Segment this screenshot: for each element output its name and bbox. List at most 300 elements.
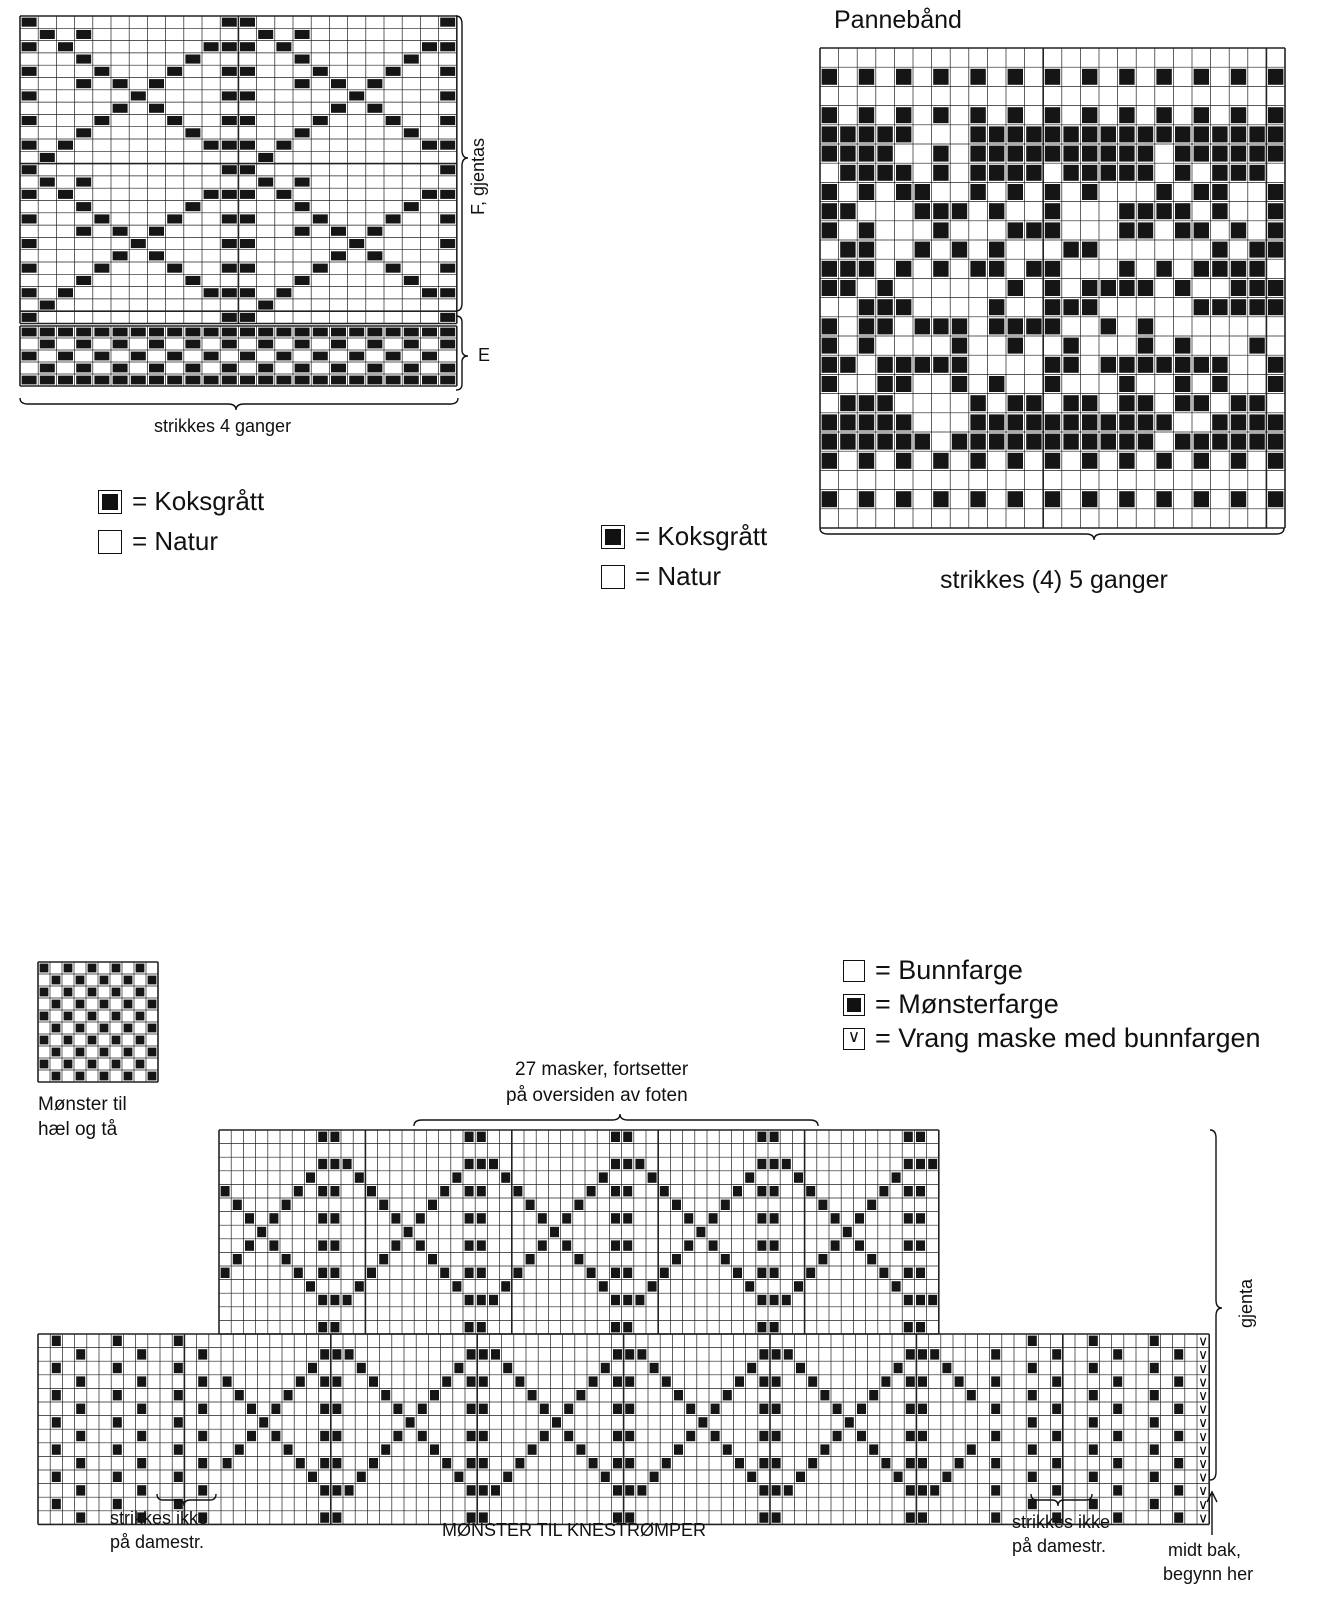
stitch-dark: [113, 340, 128, 349]
stitch-dark: [1194, 184, 1209, 200]
stitch-dark: [345, 1485, 354, 1495]
stitch-dark: [503, 1472, 512, 1482]
stitch-dark: [318, 1322, 327, 1332]
stitch-dark: [349, 352, 364, 361]
stitch-dark: [840, 280, 855, 296]
stitch-dark: [22, 18, 37, 27]
stitch-dark: [258, 30, 273, 39]
stitch-dark: [1268, 376, 1283, 392]
stitch-dark: [1174, 1458, 1183, 1468]
chart4-start-note-line2: begynn her: [1163, 1564, 1254, 1584]
stitch-dark: [124, 1000, 133, 1009]
stitch-dark: [386, 328, 401, 337]
stitch-dark: [611, 1213, 620, 1223]
stitch-dark: [840, 414, 855, 430]
stitch-dark: [149, 340, 164, 349]
stitch-dark: [308, 1472, 317, 1482]
stitch-dark: [942, 1363, 951, 1373]
stitch-dark: [76, 1431, 85, 1441]
stitch-dark: [723, 1390, 732, 1400]
stitch-dark: [906, 1404, 915, 1414]
stitch-dark: [477, 1322, 486, 1332]
stitch-dark: [479, 1431, 488, 1441]
stitch-dark: [952, 242, 967, 258]
stitch-dark: [124, 1024, 133, 1033]
chart2-legend-dark: [601, 521, 767, 552]
stitch-dark: [113, 1444, 122, 1454]
stitch-dark: [1082, 69, 1097, 85]
stitch-dark: [1231, 299, 1246, 315]
stitch-dark: [1150, 1390, 1159, 1400]
stitch-dark: [52, 1390, 61, 1400]
chart4-side-label: gjenta: [1236, 1278, 1256, 1328]
stitch-dark: [859, 395, 874, 411]
stitch-dark: [1194, 261, 1209, 277]
stitch-dark: [782, 1295, 791, 1305]
stitch-dark: [759, 1485, 768, 1495]
stitch-dark: [58, 42, 73, 51]
stitch-dark: [933, 453, 948, 469]
stitch-dark: [772, 1458, 781, 1468]
stitch-dark: [806, 1186, 815, 1196]
stitch-dark: [479, 1485, 488, 1495]
stitch-dark: [148, 1072, 157, 1081]
stitch-dark: [22, 376, 37, 385]
stitch-dark: [808, 1458, 817, 1468]
stitch-dark: [185, 376, 200, 385]
stitch-dark: [822, 318, 837, 334]
stitch-dark: [222, 328, 237, 337]
stitch-dark: [928, 1295, 937, 1305]
stitch-dark: [1138, 338, 1153, 354]
stitch-dark: [40, 1036, 49, 1045]
chart4-start-note-line1: midt bak,: [1168, 1540, 1242, 1560]
chart4-left-note-line2: på damestr.: [110, 1532, 205, 1552]
stitch-dark: [240, 18, 255, 27]
stitch-dark: [989, 299, 1004, 315]
stitch-dark: [840, 146, 855, 162]
stitch-dark: [136, 988, 145, 997]
stitch-dark: [1175, 203, 1190, 219]
stitch-dark: [58, 352, 73, 361]
stitch-dark: [904, 1213, 913, 1223]
stitch-dark: [381, 1444, 390, 1454]
stitch-dark: [40, 1012, 49, 1021]
stitch-dark: [540, 1404, 549, 1414]
stitch-dark: [1231, 261, 1246, 277]
stitch-dark: [479, 1376, 488, 1386]
stitch-dark: [1156, 414, 1171, 430]
stitch-dark: [124, 1072, 133, 1081]
stitch-dark: [174, 1363, 183, 1373]
stitch-dark: [76, 1048, 85, 1057]
stitch-dark: [240, 264, 255, 273]
stitch-dark: [1119, 414, 1134, 430]
stitch-dark: [149, 227, 164, 236]
stitch-dark: [64, 964, 73, 973]
stitch-dark: [477, 1213, 486, 1223]
stitch-dark: [1268, 69, 1283, 85]
chart4-legend-v: [843, 1023, 1261, 1054]
stitch-dark: [1138, 280, 1153, 296]
stitch-dark: [662, 1376, 671, 1386]
stitch-dark: [76, 1024, 85, 1033]
stitch-dark: [88, 1036, 97, 1045]
stitch-dark: [100, 1048, 109, 1057]
stitch-dark: [332, 1485, 341, 1495]
stitch-dark: [454, 1472, 463, 1482]
stitch-dark: [330, 1240, 339, 1250]
stitch-dark: [258, 340, 273, 349]
legend-text: = Mønsterfarge: [875, 989, 1059, 1019]
stitch-dark: [1045, 453, 1060, 469]
stitch-dark: [759, 1512, 768, 1522]
stitch-dark: [1008, 107, 1023, 123]
stitch-dark: [440, 214, 455, 223]
stitch-dark: [240, 141, 255, 150]
stitch-dark: [747, 1472, 756, 1482]
stitch-dark: [515, 1376, 524, 1386]
stitch-dark: [1175, 165, 1190, 181]
stitch-dark: [295, 340, 310, 349]
stitch-dark: [818, 1254, 827, 1264]
stitch-dark: [915, 434, 930, 450]
stitch-dark: [1119, 222, 1134, 238]
stitch-dark: [1119, 434, 1134, 450]
stitch-dark: [331, 104, 346, 113]
stitch-dark: [269, 1240, 278, 1250]
stitch-dark: [313, 214, 328, 223]
stitch-dark: [1045, 126, 1060, 142]
stitch-dark: [240, 288, 255, 297]
chart1-side-label-e: E: [478, 345, 491, 365]
stitch-dark: [306, 1281, 315, 1291]
stitch-dark: [76, 1000, 85, 1009]
stitch-dark: [855, 1213, 864, 1223]
stitch-dark: [259, 1417, 268, 1427]
stitch-dark: [1063, 165, 1078, 181]
chart4-legend-dark: [843, 989, 1059, 1020]
stitch-dark: [918, 1376, 927, 1386]
chart3-label-line1: Mønster til: [38, 1094, 127, 1115]
stitch-dark: [623, 1295, 632, 1305]
stitch-dark: [859, 222, 874, 238]
stitch-dark: [1174, 1485, 1183, 1495]
stitch-dark: [625, 1349, 634, 1359]
stitch-dark: [113, 328, 128, 337]
stitch-dark: [240, 352, 255, 361]
stitch-dark: [892, 1281, 901, 1291]
stitch-dark: [58, 376, 73, 385]
stitch-dark: [174, 1417, 183, 1427]
stitch-dark: [491, 1485, 500, 1495]
stitch-dark: [757, 1132, 766, 1142]
stitch-dark: [331, 227, 346, 236]
stitch-dark: [174, 1390, 183, 1400]
stitch-dark: [970, 395, 985, 411]
stitch-dark: [574, 1200, 583, 1210]
stitch-dark: [222, 141, 237, 150]
stitch-dark: [22, 328, 37, 337]
stitch-dark: [1194, 453, 1209, 469]
stitch-dark: [440, 18, 455, 27]
stitch-dark: [840, 434, 855, 450]
stitch-dark: [1174, 1512, 1183, 1522]
stitch-dark: [404, 328, 419, 337]
stitch-dark: [1150, 1472, 1159, 1482]
stitch-dark: [906, 1349, 915, 1359]
stitch-dark: [859, 126, 874, 142]
stitch-dark: [418, 1404, 427, 1414]
stitch-dark: [1138, 395, 1153, 411]
stitch-dark: [185, 340, 200, 349]
stitch-dark: [1101, 280, 1116, 296]
stitch-dark: [759, 1431, 768, 1441]
stitch-dark: [989, 261, 1004, 277]
stitch-dark: [672, 1254, 681, 1264]
stitch-dark: [477, 1132, 486, 1142]
stitch-dark: [1089, 1444, 1098, 1454]
stitch-dark: [916, 1268, 925, 1278]
stitch-dark: [1028, 1390, 1037, 1400]
legend-text: = Koksgrått: [635, 521, 768, 551]
brace-bottom: [20, 398, 458, 410]
stitch-dark: [528, 1390, 537, 1400]
stitch-dark: [589, 1458, 598, 1468]
stitch-dark: [149, 364, 164, 373]
stitch-dark: [40, 340, 55, 349]
stitch-dark: [1231, 146, 1246, 162]
stitch-dark: [1119, 491, 1134, 507]
stitch-dark: [367, 376, 382, 385]
stitch-dark: [1045, 491, 1060, 507]
stitch-dark: [422, 288, 437, 297]
brace-right-note: [1031, 1494, 1092, 1506]
stitch-dark: [76, 178, 91, 187]
stitch-dark: [295, 128, 310, 137]
stitch-dark: [877, 357, 892, 373]
stitch-dark: [1194, 434, 1209, 450]
stitch-dark: [1268, 491, 1283, 507]
stitch-dark: [1231, 126, 1246, 142]
stitch-dark: [757, 1322, 766, 1332]
stitch-dark: [757, 1268, 766, 1278]
stitch-dark: [22, 91, 37, 100]
stitch-dark: [1194, 107, 1209, 123]
stitch-dark: [440, 1268, 449, 1278]
stitch-dark: [1052, 1349, 1061, 1359]
stitch-dark: [822, 126, 837, 142]
stitch-dark: [1028, 1363, 1037, 1373]
stitch-dark: [538, 1240, 547, 1250]
stitch-dark: [745, 1281, 754, 1291]
stitch-dark: [320, 1512, 329, 1522]
stitch-dark: [896, 184, 911, 200]
stitch-purl-v: ∨: [1198, 1483, 1209, 1500]
stitch-dark: [332, 1376, 341, 1386]
brace-top: [414, 1114, 818, 1126]
stitch-dark: [1268, 299, 1283, 315]
stitch-dark: [422, 141, 437, 150]
stitch-dark: [759, 1404, 768, 1414]
chart2-grid: [820, 48, 1285, 528]
stitch-dark: [733, 1186, 742, 1196]
stitch-dark: [1249, 146, 1264, 162]
stitch-dark: [1026, 414, 1041, 430]
stitch-dark: [877, 126, 892, 142]
stitch-dark: [894, 1472, 903, 1482]
stitch-dark: [440, 313, 455, 322]
stitch-dark: [440, 165, 455, 174]
stitch-dark: [233, 1254, 242, 1264]
stitch-dark: [222, 67, 237, 76]
stitch-dark: [625, 1485, 634, 1495]
stitch-dark: [40, 964, 49, 973]
stitch-dark: [479, 1458, 488, 1468]
stitch-dark: [282, 1254, 291, 1264]
stitch-dark: [1008, 69, 1023, 85]
stitch-dark: [76, 340, 91, 349]
stitch-dark: [674, 1390, 683, 1400]
stitch-dark: [258, 328, 273, 337]
stitch-dark: [989, 126, 1004, 142]
stitch-dark: [1212, 184, 1227, 200]
stitch-dark: [295, 55, 310, 64]
stitch-dark: [40, 376, 55, 385]
stitch-dark: [276, 190, 291, 199]
stitch-dark: [406, 1417, 415, 1427]
stitch-dark: [258, 178, 273, 187]
stitch-dark: [222, 116, 237, 125]
stitch-dark: [332, 1458, 341, 1468]
stitch-dark: [989, 242, 1004, 258]
stitch-dark: [613, 1458, 622, 1468]
stitch-dark: [204, 376, 219, 385]
stitch-dark: [840, 165, 855, 181]
stitch-dark: [367, 328, 382, 337]
stitch-dark: [576, 1390, 585, 1400]
stitch-dark: [1008, 414, 1023, 430]
stitch-dark: [991, 1431, 1000, 1441]
stitch-dark: [623, 1132, 632, 1142]
stitch-dark: [613, 1404, 622, 1414]
stitch-dark: [367, 79, 382, 88]
chart4-left-note-line1: strikkes ikke: [110, 1508, 209, 1528]
stitch-dark: [1113, 1349, 1122, 1359]
stitch-dark: [1119, 395, 1134, 411]
stitch-dark: [294, 1186, 303, 1196]
stitch-dark: [1138, 357, 1153, 373]
stitch-dark: [1268, 453, 1283, 469]
stitch-dark: [822, 434, 837, 450]
stitch-dark: [112, 964, 121, 973]
stitch-dark: [185, 55, 200, 64]
stitch-dark: [859, 107, 874, 123]
stitch-dark: [759, 1376, 768, 1386]
stitch-dark: [757, 1295, 766, 1305]
stitch-dark: [40, 328, 55, 337]
stitch-dark: [967, 1390, 976, 1400]
stitch-dark: [245, 1213, 254, 1223]
stitch-dark: [367, 364, 382, 373]
stitch-dark: [896, 453, 911, 469]
stitch-dark: [877, 434, 892, 450]
stitch-dark: [422, 376, 437, 385]
stitch-dark: [332, 1404, 341, 1414]
stitch-dark: [933, 357, 948, 373]
stitch-dark: [1249, 126, 1264, 142]
dark-swatch-icon: [98, 490, 122, 514]
stitch-dark: [22, 239, 37, 248]
stitch-dark: [918, 1512, 927, 1522]
stitch-dark: [295, 376, 310, 385]
stitch-dark: [896, 299, 911, 315]
stitch-dark: [479, 1404, 488, 1414]
stitch-dark: [904, 1186, 913, 1196]
stitch-dark: [22, 313, 37, 322]
stitch-dark: [587, 1186, 596, 1196]
stitch-dark: [599, 1281, 608, 1291]
stitch-dark: [64, 1012, 73, 1021]
stitch-dark: [320, 1404, 329, 1414]
stitch-dark: [112, 988, 121, 997]
stitch-dark: [877, 146, 892, 162]
stitch-dark: [331, 376, 346, 385]
stitch-dark: [465, 1186, 474, 1196]
stitch-dark: [843, 1227, 852, 1237]
stitch-dark: [440, 376, 455, 385]
stitch-dark: [918, 1431, 927, 1441]
stitch-dark: [1212, 203, 1227, 219]
stitch-dark: [318, 1295, 327, 1305]
stitch-dark: [1045, 184, 1060, 200]
stitch-dark: [391, 1240, 400, 1250]
stitch-dark: [623, 1268, 632, 1278]
stitch-dark: [440, 1186, 449, 1196]
stitch-dark: [167, 264, 182, 273]
stitch-dark: [40, 364, 55, 373]
stitch-dark: [772, 1431, 781, 1441]
stitch-dark: [859, 338, 874, 354]
stitch-dark: [428, 1200, 437, 1210]
stitch-dark: [240, 91, 255, 100]
stitch-purl-v: ∨: [1198, 1469, 1209, 1486]
stitch-dark: [88, 988, 97, 997]
stitch-dark: [952, 203, 967, 219]
stitch-dark: [467, 1376, 476, 1386]
stitch-dark: [822, 453, 837, 469]
stitch-dark: [204, 141, 219, 150]
stitch-purl-v: ∨: [1198, 1401, 1209, 1418]
stitch-dark: [989, 203, 1004, 219]
stitch-dark: [1082, 184, 1097, 200]
stitch-dark: [52, 1336, 61, 1346]
chart4-top-note-line2: på oversiden av foten: [506, 1085, 688, 1106]
stitch-dark: [625, 1458, 634, 1468]
stitch-dark: [1268, 184, 1283, 200]
stitch-dark: [1063, 395, 1078, 411]
stitch-dark: [757, 1186, 766, 1196]
stitch-dark: [64, 1036, 73, 1045]
stitch-dark: [355, 1172, 364, 1182]
stitch-dark: [440, 67, 455, 76]
stitch-dark: [440, 264, 455, 273]
stitch-dark: [1045, 434, 1060, 450]
chart2-title: Pannebånd: [834, 6, 962, 34]
stitch-dark: [276, 42, 291, 51]
stitch-dark: [1045, 280, 1060, 296]
stitch-dark: [295, 178, 310, 187]
